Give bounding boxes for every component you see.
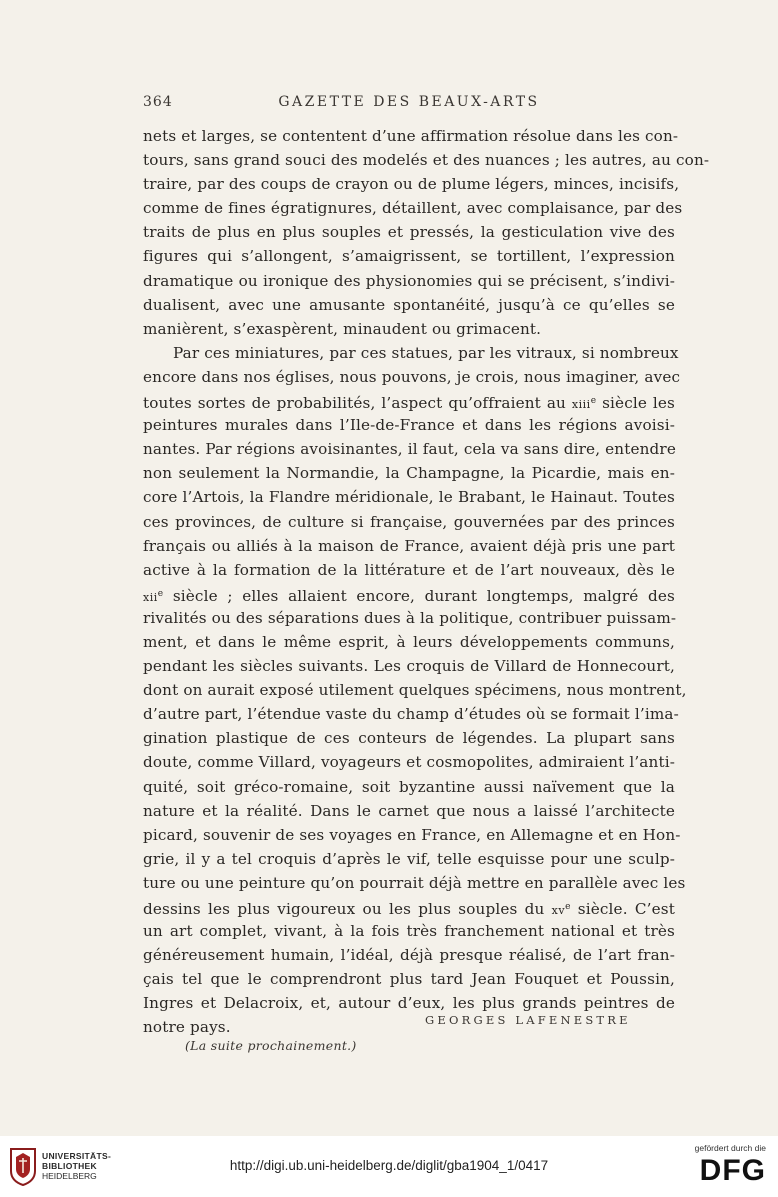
text-line: ture ou une peinture qu’on pourrait déjà mettre en parallèle avec les: [143, 873, 686, 892]
library-line: UNIVERSITÄTS-: [42, 1151, 112, 1161]
text-line: [143, 582, 675, 606]
text-line: dont on aurait exposé utilement quelques spécimens, nous montrent,: [143, 681, 687, 700]
text-line: doute, comme Villard, voyageurs et cosmopolites, admiraient l’anti-: [143, 753, 675, 772]
page-header: [143, 94, 675, 116]
source-url-link[interactable]: http://digi.ub.uni-heidelberg.de/diglit/gba1904_1/0417: [229, 1158, 549, 1173]
text-line: un art complet, vivant, à la fois très franchement national et très: [143, 922, 675, 941]
text-line: manièrent, s’exaspèrent, minaudent ou grimacent.: [143, 319, 542, 338]
century-numeral: xii: [143, 590, 158, 604]
text-line: grie, il y a tel croquis d’après le vif, telle esquisse pour une sculp-: [143, 849, 675, 868]
text-segment: siècle les: [596, 394, 676, 413]
text-line: d’autre part, l’étendue vaste du champ d’études où se formait l’ima-: [143, 705, 679, 724]
text-line: [143, 389, 675, 413]
superscript-e: e: [590, 396, 597, 407]
text-line: gination plastique de ces conteurs de légendes. La plupart sans: [143, 729, 675, 748]
text-line: figures qui s’allongent, s’amaigrissent, se tortillent, l’expression: [143, 247, 675, 266]
article-body: [143, 124, 710, 1040]
text-line: Ingres et Delacroix, et, autour d’eux, les plus grands peintres de: [143, 994, 675, 1013]
text-line: nature et la réalité. Dans le carnet que nous a laissé l’architecte: [143, 801, 675, 820]
author-signature: GEORGES LAFENESTRE: [425, 1013, 631, 1027]
text-line: peintures murales dans l’Ile-de-France et dans les régions avoisi-: [143, 416, 675, 435]
text-line: core l’Artois, la Flandre méridionale, le Brabant, le Hainaut. Toutes: [143, 488, 675, 507]
text-segment: siècle ; elles allaient encore, durant longtemps, malgré des: [163, 586, 675, 605]
text-line: généreusement humain, l’idéal, déjà presque réalisé, de l’art fran-: [143, 946, 675, 965]
page-number: 364: [143, 94, 173, 110]
text-line: ces provinces, de culture si française, gouvernées par des princes: [143, 512, 675, 531]
text-line: comme de fines égratignures, détaillent, avec complaisance, par des: [143, 199, 683, 218]
text-line: encore dans nos églises, nous pouvons, je crois, nous imaginer, avec: [143, 367, 681, 386]
funder-caption: gefördert durch die: [694, 1143, 766, 1153]
text-line: dualisent, avec une amusante spontanéité, jusqu’à ce qu’elles se: [143, 295, 675, 314]
text-line: non seulement la Normandie, la Champagne, la Picardie, mais en-: [143, 464, 675, 483]
superscript-e: e: [157, 588, 164, 599]
superscript-e: e: [565, 902, 571, 912]
funder-logo[interactable]: [688, 1143, 766, 1193]
text-line: tours, sans grand souci des modelés et des nuances ; les autres, au con-: [143, 151, 710, 170]
library-line: BIBLIOTHEK: [42, 1161, 97, 1171]
text-line: nets et larges, se contentent d’une affirmation résolue dans les con-: [143, 127, 679, 145]
text-line: Par ces miniatures, par ces statues, par les vitraux, si nombreux: [173, 343, 679, 362]
text-line: français ou alliés à la maison de France, avaient déjà pris une part: [143, 536, 675, 555]
text-line: notre pays.: [143, 1018, 231, 1037]
text-segment: toutes sortes de probabilités, l’aspect qu’offraient au: [143, 394, 572, 413]
text-line: [143, 895, 675, 919]
text-line: rivalités ou des séparations dues à la politique, contribuer puissam-: [143, 608, 677, 627]
text-segment: siècle. C’est: [570, 900, 675, 918]
text-line: dramatique ou ironique des physionomies qui se précisent, s’indivi-: [143, 271, 675, 290]
text-line: active à la formation de la littérature et de l’art nouveaux, dès le: [143, 560, 675, 579]
text-line: pendant les siècles suivants. Les croquis de Villard de Honnecourt,: [143, 657, 675, 676]
text-segment: dessins les plus vigoureux ou les plus souples du: [143, 900, 552, 918]
text-line: picard, souvenir de ses voyages en France, en Allemagne et en Hon-: [143, 825, 681, 844]
dfg-logo-icon: DFG: [699, 1154, 766, 1187]
running-title: GAZETTE DES BEAUX-ARTS: [278, 94, 540, 110]
century-numeral: xiii: [571, 398, 591, 412]
library-line: HEIDELBERG: [42, 1171, 97, 1181]
text-line: traire, par des coups de crayon ou de plume légers, minces, incisifs,: [143, 175, 680, 194]
text-line: traits de plus en plus souples et pressés, la gesticulation vive des: [143, 223, 675, 242]
text-line: çais tel que le comprendront plus tard Jean Fouquet et Poussin,: [143, 970, 675, 989]
text-line: nantes. Par régions avoisinantes, il faut, cela va sans dire, entendre: [143, 440, 676, 459]
text-line: ment, et dans le même esprit, à leurs développements communs,: [143, 632, 675, 651]
continuation-note: (La suite prochainement.): [185, 1038, 357, 1053]
text-line: quité, soit gréco-romaine, soit byzantine aussi naïvement que la: [143, 777, 675, 796]
century-numeral: xv: [551, 904, 566, 917]
